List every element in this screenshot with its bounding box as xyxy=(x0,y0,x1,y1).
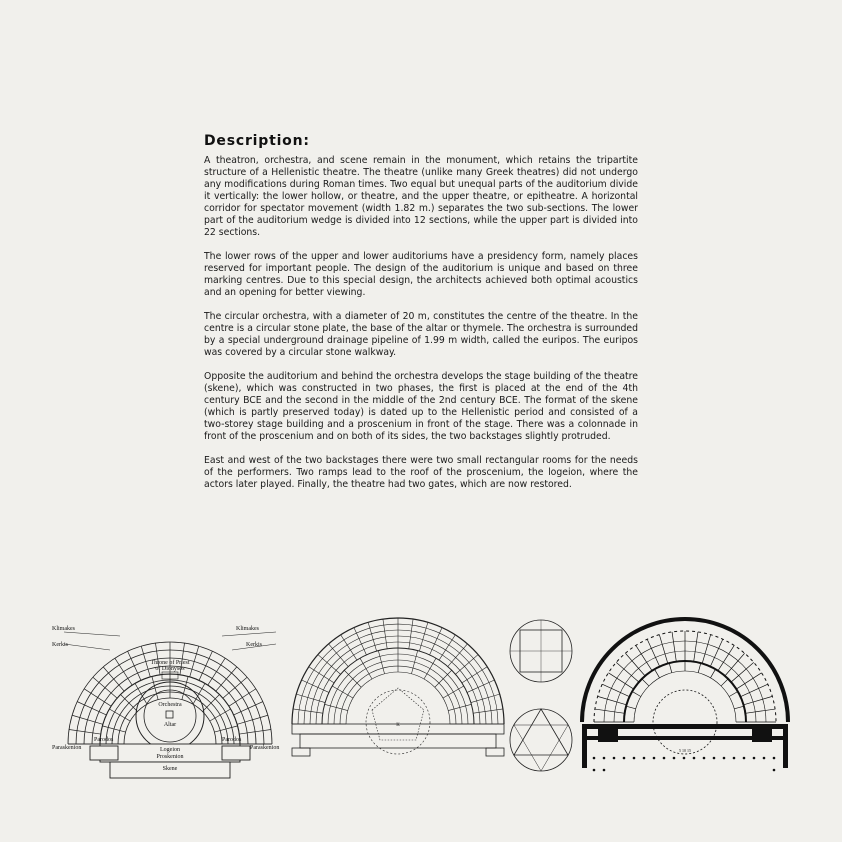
description-heading: Description: xyxy=(204,133,310,149)
paragraph-3: The circular orchestra, with a diameter of 20 m, constitutes the centre of the theatre. In the centre is a circular stone plate, the base of the altar or thymele. The orchestra is surrounded by a special underground drainage pipeline of 1.99 m width, called the euripos. The euripos was covered by a circular stone walkway. xyxy=(204,311,638,358)
paragraph-2: The lower rows of the upper and lower auditoriums have a presidency form, namely places reserved for important people. The design of the auditorium is unique and based on three marking centres. Due to this special design, the architects achieved both optimal acoustics and an opening for better viewing. xyxy=(204,251,638,298)
label-kerkis-left: Kerkis xyxy=(52,642,68,648)
label-kerkis-right: Kerkis xyxy=(246,642,262,648)
paragraph-1: A theatron, orchestra, and scene remain in the monument, which retains the tripartite structure of a Hellenistic theatre. The theatre (unlike many Greek theatres) did not undergo any modifications during Roman times. Two equal but unequal parts of the auditorium divide it vertically: the lower hollow, or theatre, and the upper theatre, or epitheatre. A horizontal corridor for spectator movement (width 1.82 m.) separates the two sub-sections. The lower part of the auditorium wedge is divided into 12 sections, while the upper part is divided into 22 sections. xyxy=(204,155,638,238)
label-parodos-right: Parodos xyxy=(222,737,242,743)
label-proskenion: Proskenion xyxy=(156,754,184,760)
label-altar: Altar xyxy=(163,722,177,728)
altar-mark xyxy=(166,711,173,718)
bold-theatre-plan xyxy=(578,612,792,782)
description-body xyxy=(204,155,638,503)
paragraph-5: East and west of the two backstages there were two small rectangular rooms for the needs of the performers. Two ramps lead to the roof of the proscenium, the logeion, where the actors later played. Finally, the theatre had two gates, which are now restored. xyxy=(204,455,638,490)
paragraph-4: Opposite the auditorium and behind the orchestra develops the stage building of the theatre (skene), which was constructed in two phases, the first is placed at the end of the 4th century BCE and the second in the middle of the 2nd century BCE. The format of the skene (which is partly preserved today) is dated up to the Hellenistic period and consisted of a two-storey stage building and a proscenium in front of the stage. There was a colonnade in front of the proscenium and on both of its sides, the two backstages slightly protruded. xyxy=(204,371,638,442)
label-skene: Skene xyxy=(162,766,178,772)
label-parodos-left: Parodos xyxy=(94,737,114,743)
label-throne-1: Throne of Priest xyxy=(150,660,190,666)
center-mark: K xyxy=(396,723,400,728)
label-orchestra: Orchestra xyxy=(158,702,182,708)
label-klimakes-left: Klimakes xyxy=(52,626,75,632)
detailed-theatre-plan xyxy=(288,612,508,772)
label-paraskenion-right: Paraskenion xyxy=(250,745,280,751)
scale-label: 5 10 15 xyxy=(679,748,691,753)
label-logeion: Logeion xyxy=(160,747,180,753)
geometry-diagrams xyxy=(508,618,578,778)
label-throne-2: of Dionysos xyxy=(155,666,185,672)
label-klimakes-right: Klimakes xyxy=(236,626,259,632)
label-paraskenion-left: Paraskenion xyxy=(52,745,82,751)
labeled-theatre-plan xyxy=(50,612,290,802)
